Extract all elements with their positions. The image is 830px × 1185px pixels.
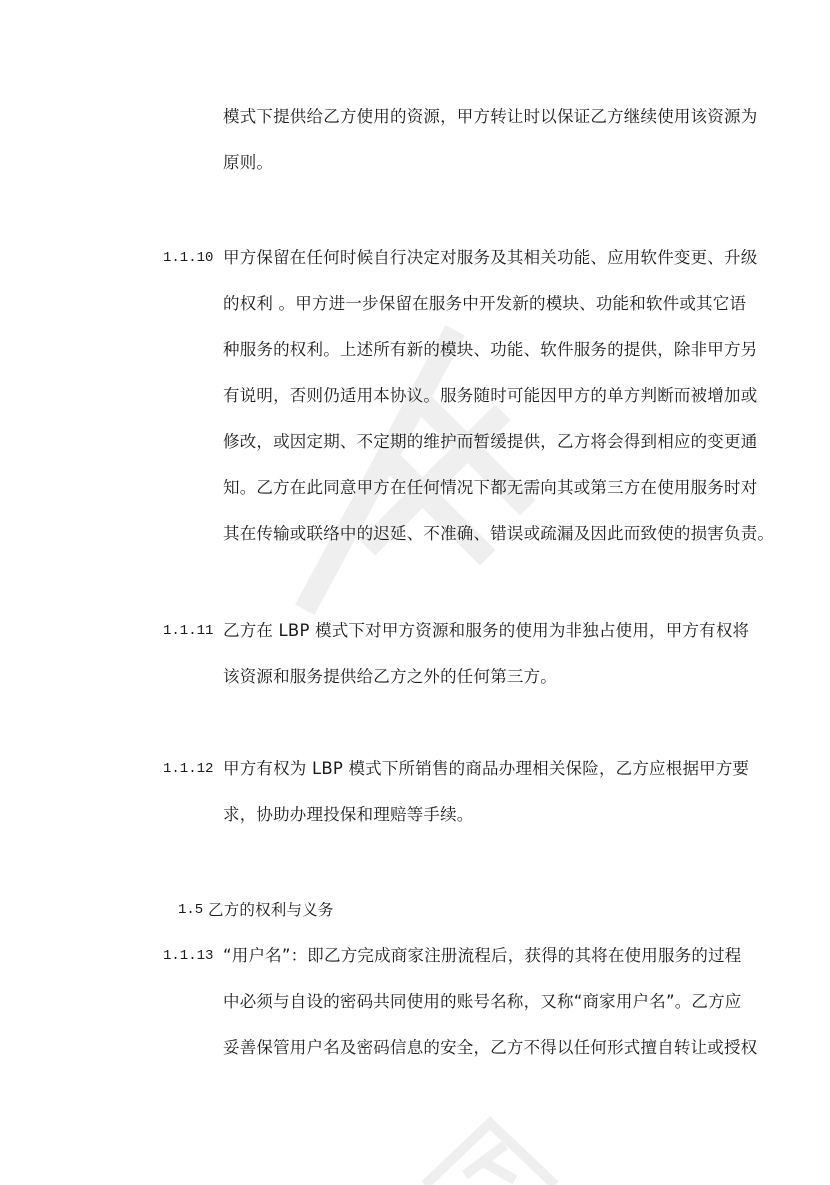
clause-number: 1.1.12: [163, 761, 214, 777]
section-title: 乙方的权利与义务: [208, 901, 334, 919]
paragraph-line: 原则。: [223, 153, 274, 172]
section-number: 1.5: [178, 902, 204, 918]
clause-number: 1.1.10: [163, 250, 214, 266]
clause-text-line: 乙方在 LBP 模式下对甲方资源和服务的使用为非独占使用，甲方有权将: [223, 621, 750, 640]
clause-text-line: 甲方保留在任何时候自行决定对服务及其相关功能、应用软件变更、升级: [223, 248, 758, 267]
clause-text-line: 该资源和服务提供给乙方之外的任何第三方。: [223, 667, 557, 686]
clause-number: 1.1.11: [163, 623, 214, 639]
clause-text-line: 其在传输或联络中的迟延、不准确、错误或疏漏及因此而致使的损害负责。: [223, 524, 775, 543]
paragraph-line: 模式下提供给乙方使用的资源，甲方转让时以保证乙方继续使用该资源为: [223, 107, 758, 126]
clause-text-line: 中必须与自设的密码共同使用的账号名称，又称“商家用户名”。乙方应: [223, 992, 742, 1011]
clause-number: 1.1.13: [163, 948, 214, 964]
clause-text-line: “用户名”：即乙方完成商家注册流程后，获得的其将在使用服务的过程: [223, 946, 742, 965]
clause-text-line: 甲方有权为 LBP 模式下所销售的商品办理相关保险，乙方应根据甲方要: [223, 759, 750, 778]
clause-text-line: 修改，或因定期、不定期的维护而暂缓提供，乙方将会得到相应的变更通: [223, 432, 758, 451]
clause-text-line: 有说明，否则仍适用本协议。服务随时可能因甲方的单方判断而被增加或: [223, 386, 758, 405]
clause-text-line: 妥善保管用户名及密码信息的安全，乙方不得以任何形式擅自转让或授权: [223, 1038, 758, 1057]
clause-text-line: 的权利 。甲方进一步保留在服务中开发新的模块、功能和软件或其它语: [223, 294, 747, 313]
clause-text-line: 种服务的权利。上述所有新的模块、功能、软件服务的提供，除非甲方另: [223, 340, 758, 359]
watermark-bottom-icon: [420, 1115, 560, 1185]
clause-text-line: 求，协助办理投保和理赔等手续。: [223, 805, 474, 824]
clause-text-line: 知。乙方在此同意甲方在任何情况下都无需向其或第三方在使用服务时对: [223, 478, 758, 497]
